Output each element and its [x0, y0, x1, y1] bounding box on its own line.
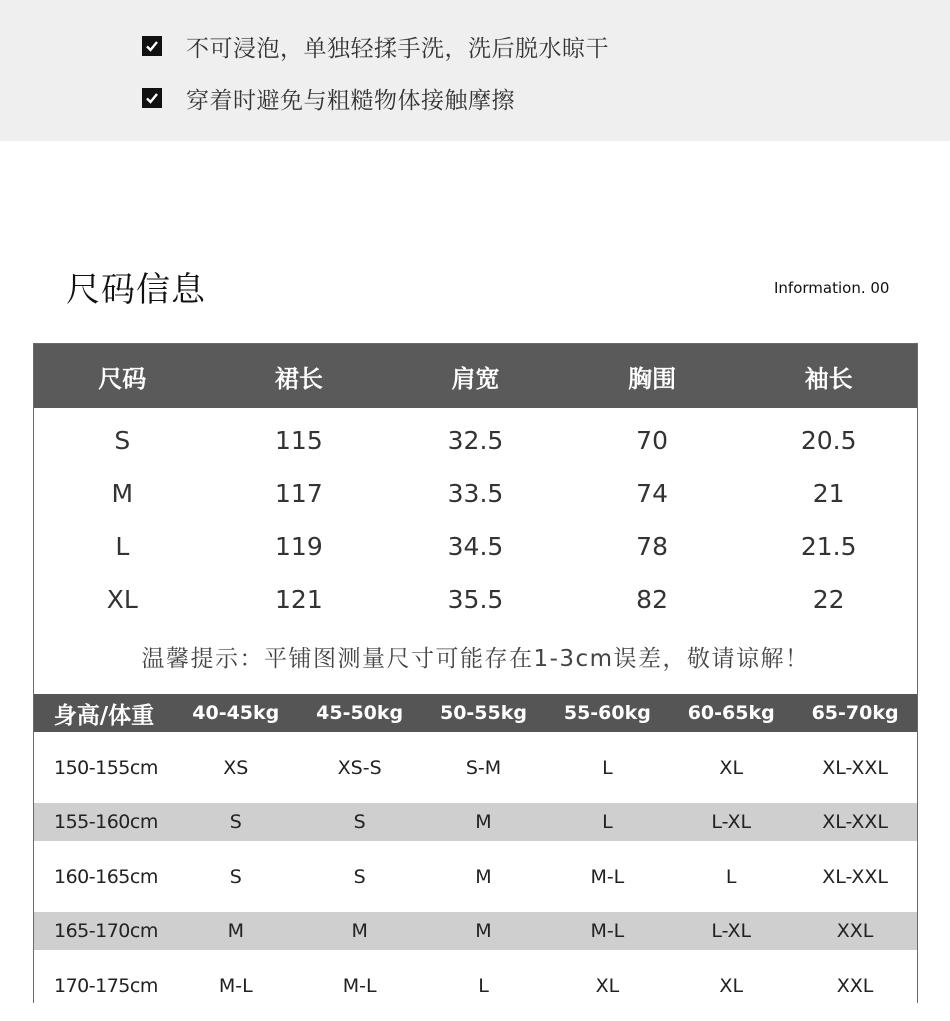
header-cell: 肩宽 [451, 364, 500, 393]
checkmark-icon [142, 88, 162, 108]
table-cell: XL [719, 756, 744, 779]
table-cell: 160-165cm [54, 865, 158, 888]
header-cell: 袖长 [804, 364, 853, 393]
header-cell: 尺码 [98, 364, 147, 393]
table-cell: M-L [342, 974, 377, 997]
header-cell: 45-50kg [316, 702, 404, 724]
table-row [34, 803, 917, 841]
table-cell: 115 [275, 426, 323, 455]
table-cell: 121 [275, 585, 323, 614]
header-cell: 裙长 [274, 364, 323, 393]
table-cell: M-L [590, 865, 625, 888]
table-cell: M-L [590, 920, 625, 942]
table-cell: L [602, 811, 613, 833]
table-cell: XL [106, 585, 138, 614]
table-cell: S [353, 811, 366, 833]
table-row [34, 912, 917, 950]
table-cell: XS-S [337, 756, 382, 779]
table-cell: M [351, 920, 368, 942]
size-table-body [34, 408, 917, 626]
table-cell: L [478, 974, 489, 997]
table-cell: M [111, 479, 134, 508]
table-cell: M [475, 920, 492, 942]
table-cell: 74 [636, 479, 668, 508]
care-item [142, 83, 515, 113]
table-cell: XXL [836, 920, 874, 942]
table-cell: S [353, 865, 366, 888]
table-cell: S-M [465, 756, 502, 779]
table-cell: 155-160cm [54, 811, 158, 833]
table-cell: 32.5 [447, 426, 504, 455]
care-item-text: 不可浸泡，单独轻揉手洗，洗后脱水晾干 [186, 35, 609, 62]
hw-table-header [34, 694, 917, 732]
size-table-header [34, 344, 917, 408]
care-instructions [0, 0, 950, 141]
table-cell: 170-175cm [54, 974, 158, 997]
table-cell: 21.5 [800, 532, 857, 561]
header-cell: 60-65kg [687, 702, 775, 724]
table-cell: L [725, 865, 737, 888]
table-cell: XL-XXL [822, 865, 888, 888]
table-cell: XL-XXL [822, 811, 888, 833]
table-cell: M [227, 920, 244, 942]
table-row [34, 573, 917, 626]
checkmark-icon [142, 36, 162, 56]
table-cell: 34.5 [447, 532, 504, 561]
table-cell: L [115, 532, 130, 561]
table-cell: 22 [812, 585, 845, 614]
header-cell: 65-70kg [811, 702, 899, 724]
table-cell: XL-XXL [822, 756, 888, 779]
table-cell: XS [223, 756, 249, 779]
table-cell: S [114, 426, 131, 455]
header-cell: 50-55kg [439, 702, 527, 724]
table-cell: 78 [636, 532, 668, 561]
section-title: 尺码信息 [66, 270, 206, 310]
table-cell: 20.5 [800, 426, 857, 455]
table-cell: 70 [636, 426, 668, 455]
table-row [34, 467, 917, 520]
table-cell: XL [719, 974, 744, 997]
table-cell: M-L [218, 974, 253, 997]
table-row [34, 841, 917, 912]
table-cell: XXL [836, 974, 874, 997]
table-row [34, 414, 917, 467]
table-cell: XL [595, 974, 620, 997]
table-cell: 82 [636, 585, 668, 614]
measurement-tip: 温馨提示：平铺图测量尺寸可能存在1-3cm误差，敬请谅解！ [141, 646, 810, 672]
header-cell: 40-45kg [192, 702, 280, 724]
table-cell: S [229, 865, 242, 888]
table-row [34, 950, 917, 1021]
header-cell: 55-60kg [563, 702, 651, 724]
section-subtitle: Information. 00 [774, 279, 890, 297]
table-cell: L-XL [711, 920, 752, 942]
header-cell: 身高/体重 [53, 702, 155, 729]
table-cell: M [475, 811, 492, 833]
table-cell: 165-170cm [54, 920, 158, 942]
table-cell: 21 [812, 479, 845, 508]
table-cell: L-XL [711, 811, 752, 833]
table-cell: 119 [275, 532, 323, 561]
height-weight-table [34, 694, 917, 1021]
care-item-text: 穿着时避免与粗糙物体接触摩擦 [186, 87, 515, 114]
table-cell: S [229, 811, 242, 833]
table-row [34, 732, 917, 803]
table-cell: 35.5 [447, 585, 504, 614]
table-row [34, 520, 917, 573]
table-cell: 150-155cm [54, 756, 158, 779]
table-cell: 33.5 [447, 479, 504, 508]
care-item [142, 31, 609, 61]
table-cell: 117 [275, 479, 323, 508]
header-cell: 胸围 [628, 364, 677, 393]
size-table [33, 343, 918, 1003]
table-cell: M [475, 865, 492, 888]
table-cell: L [602, 756, 613, 779]
